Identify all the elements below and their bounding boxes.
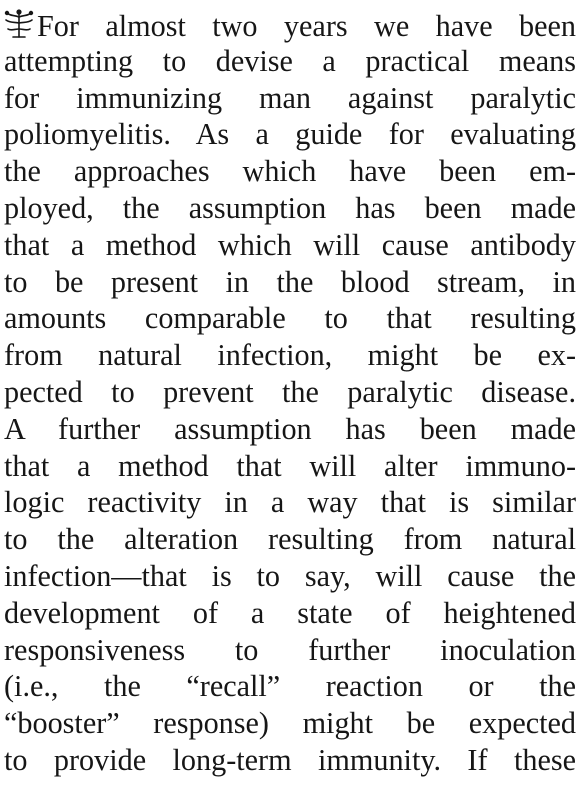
paragraph-line-4: poliomyelitis. As a guide for evaluating — [4, 117, 576, 152]
paragraph-line-3: for immunizing man against paralytic — [4, 80, 576, 115]
paragraph-line-15: to the alteration resulting from natural — [4, 522, 576, 557]
paragraph-line-7: that a method which will cause antibody — [4, 227, 576, 262]
paragraph-line-17: development of a state of heightened — [4, 595, 576, 630]
paragraph-line-2: attempting to devise a practical means — [4, 43, 576, 78]
paragraph-line-1 — [4, 6, 576, 43]
paragraph-line-12: A further assumption has been made — [4, 411, 576, 446]
article-page — [4, 6, 576, 806]
paragraph-line-19: (i.e., the “recall” reaction or the — [4, 669, 576, 704]
paragraph-line-14: logic reactivity in a way that is similar — [4, 485, 576, 520]
paragraph-line-11: pected to prevent the paralytic disease. — [4, 374, 576, 409]
paragraph-line-20: “booster” response) might be expected — [4, 706, 576, 741]
fleuron-icon — [4, 9, 34, 39]
paragraph-line-9: amounts comparable to that resulting — [4, 301, 576, 336]
paragraph-line-6: ployed, the assumption has been made — [4, 190, 576, 225]
paragraph-line-text: For almost two years we have been — [37, 9, 576, 43]
paragraph-line-16: infection—that is to say, will cause the — [4, 558, 576, 593]
paragraph-line-10: from natural infection, might be ex- — [4, 338, 576, 373]
paragraph-line-8: to be present in the blood stream, in — [4, 264, 576, 299]
paragraph-line-13: that a method that will alter immuno- — [4, 448, 576, 483]
paragraph-line-5: the approaches which have been em- — [4, 154, 576, 189]
paragraph-line-18: responsiveness to further inoculation — [4, 632, 576, 667]
paragraph-line-21: to provide long-term immunity. If these — [4, 742, 576, 777]
